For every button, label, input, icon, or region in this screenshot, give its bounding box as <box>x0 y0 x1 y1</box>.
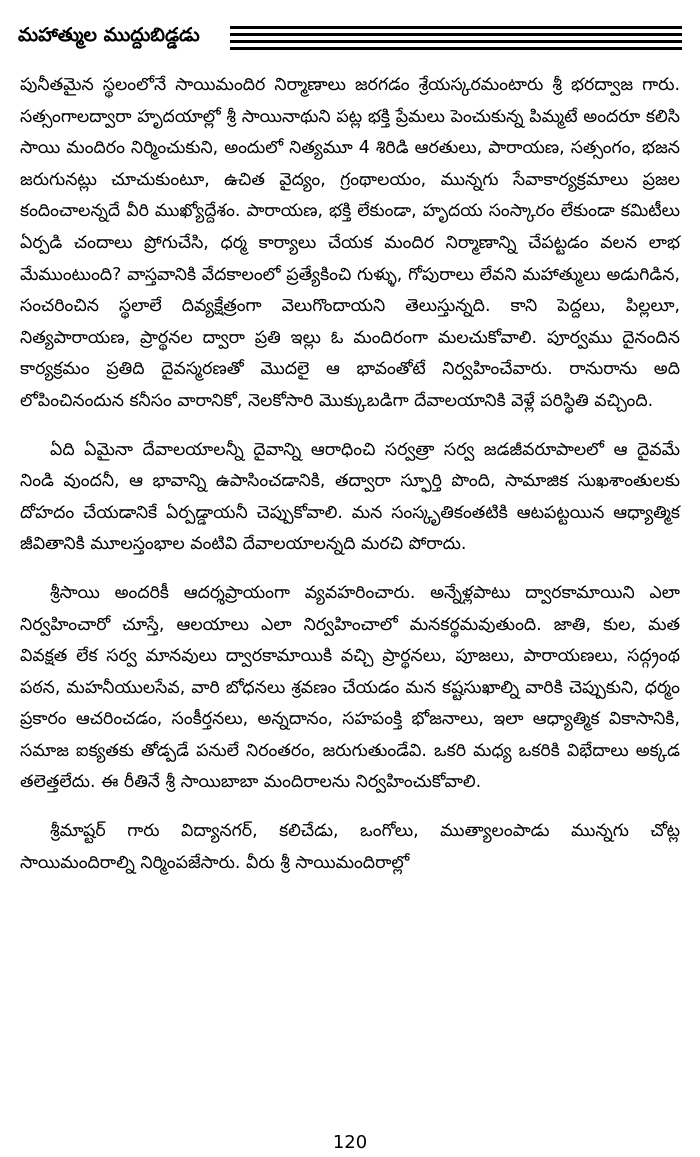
page-number: 120 <box>332 1132 368 1153</box>
body-text <box>20 70 680 879</box>
header-rule <box>230 26 682 29</box>
header-rule <box>230 47 682 50</box>
running-title: మహాత్ముల ముద్దుబిడ్డడు <box>18 24 200 46</box>
paragraph-2: ఏది ఏమైనా దేవాలయాలన్నీ దైవాన్ని ఆరాధించి సర్వత్రా సర్వ జడజీవరూపాలలో ఆ దైవమే నిండి వుందనీ, ఆ భావాన్ని ఉపాసించడానికి, తద్వారా స్ఫూర్తి పొంది, సామాజిక సుఖశాంతులకు దోహదం చేయడానికే ఏర్పడ్డాయనీ చెప్పుకోవాలి. మన సంస్కృతికంతటికి ఆటపట్టయిన ఆధ్యాత్మిక జీవితానికి మూలస్తంభాల వంటివి దేవాలయాలన్నది మరచి పోరాదు. <box>20 439 680 555</box>
page-header <box>18 22 682 58</box>
header-rule-lines <box>230 26 682 54</box>
paragraph-4: శ్రీమాష్టర్ గారు విద్యానగర్, కలిచేడు, ఒంగోలు, ముత్యాలంపాడు మున్నగు చోట్ల సాయిమందిరాల్ని నిర్మింపజేసారు. వీరు శ్రీ సాయిమందిరాల్లో <box>20 821 680 873</box>
header-rule <box>230 40 682 43</box>
header-rule <box>230 33 682 36</box>
paragraph-1: పునీతమైన స్థలంలోనే సాయిమందిర నిర్మాణాలు జరగడం శ్రేయస్కరమంటారు శ్రీ భరద్వాజ గారు. సత్సంగాలద్వారా హృదయాల్లో శ్రీ సాయినాథుని పట్ల భక్తి ప్రేమలు పెంచుకున్న పిమ్మటే అందరూ కలిసి సాయి మందిరం నిర్మించుకుని, అందులో నిత్యమూ 4 శిరిడి ఆరతులు, పారాయణ, సత్సంగం, భజన జరుగునట్లు చూచుకుంటూ, ఉచిత వైద్యం, గ్రంథాలయం, మున్నగు సేవాకార్యక్రమాలు ప్రజల కందించాలన్నదే వీరి ముఖ్యోద్దేశం. పారాయణ, భక్తి లేకుండా, హృదయ సంస్కారం లేకుండా కమిటీలు ఏర్పడి చందాలు ప్రోగుచేసి, ధర్మ కార్యాలు చేయక మందిర నిర్మాణాన్ని చేపట్టడం వలన లాభ మేముంటుంది? వాస్తవానికి వేదకాలంలో ప్రత్యేకించి గుళ్ళు, గోపురాలు లేవని మహాత్ములు అడుగిడిన, సంచరించిన స్థలాలే దివ్యక్షేత్రంగా వెలుగొందాయని తెలుస్తున్నది. కాని పెద్దలు, పిల్లలూ, నిత్యపారాయణ, ప్రార్థనల ద్వారా ప్రతి ఇల్లు ఓ మందిరంగా మలచుకోవాలి. పూర్వము దైనందిన కార్యక్రమం ప్రతిది దైవస్మరణతో మొదలై ఆ భావంతోటే నిర్వహించేవారు. రానురాను అది లోపించినందున కనీసం వారానికో, నెలకోసారి మొక్కుబడిగా దేవాలయానికి వెళ్లే పరిస్థితి వచ్చింది. <box>20 75 680 411</box>
paragraph-3: శ్రీసాయి అందరికీ ఆదర్శప్రాయంగా వ్యవహరించారు. అన్నేళ్లపాటు ద్వారకామాయిని ఎలా నిర్వహించారో చూస్తే, ఆలయాలు ఎలా నిర్వహించాలో మనకర్థమవుతుంది. జాతి, కుల, మత వివక్షత లేక సర్వ మానవులు ద్వారకామాయికి వచ్చి ప్రార్థనలు, పూజలు, పారాయణలు, సద్గ్రంథ పఠన, మహనీయులసేవ, వారి బోధనలు శ్రవణం చేయడం మన కష్టసుఖాల్ని వారికి చెప్పుకుని, ధర్మం ప్రకారం ఆచరించడం, సంకీర్తనలు, అన్నదానం, సహపంక్తి భోజనాలు, ఇలా ఆధ్యాత్మిక వికాసానికి, సమాజ ఐక్యతకు తోడ్పడే పనులే నిరంతరం, జరుగుతుండేవి. ఒకరి మధ్య ఒకరికి విభేదాలు అక్కడ తలెత్తలేదు. ఈ రీతినే శ్రీ సాయిబాబా మందిరాలను నిర్వహించుకోవాలి. <box>20 582 680 793</box>
